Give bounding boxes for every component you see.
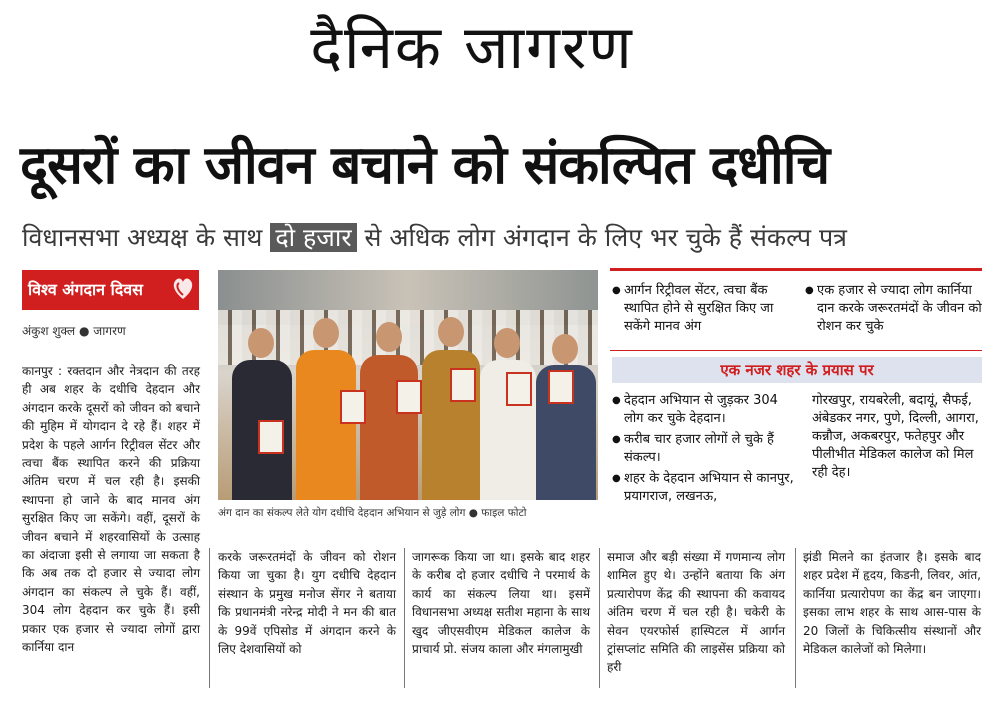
photo-person bbox=[360, 355, 418, 500]
subheadline bbox=[22, 218, 992, 258]
photo-person bbox=[296, 350, 356, 500]
highlight-top-rule bbox=[610, 268, 982, 271]
highlight-1: ● आर्गन रिट्रीवल सेंटर, त्वचा बैंक स्थापित होने से सुरक्षित किए जा सकेंगे मानव अंग bbox=[612, 282, 792, 336]
sidebar-box-list bbox=[612, 392, 797, 506]
photo-certificate bbox=[340, 390, 366, 424]
article-column-5: झंडी मिलने का इंतजार है। इसके बाद शहर प्रदेश में हृदय, किडनी, लिवर, आंत, कार्निया प्रत्यारोपण का केंद्र बन जाएगा। इसका लाभ शहर के साथ आस-पास के 20 जिलों के चिकित्सीय संस्थानों और मेडिकल कालेजों को मिलेगा। bbox=[803, 550, 981, 657]
column-divider bbox=[795, 548, 796, 688]
column-divider bbox=[404, 548, 405, 688]
masthead: दैनिक जागरण bbox=[310, 13, 634, 83]
photo-certificate bbox=[396, 380, 422, 414]
photo-person-head bbox=[376, 322, 402, 352]
headline: दूसरों का जीवन बचाने को संकल्पित दधीचि bbox=[20, 135, 830, 196]
article-column-2: करके जरूरतमंदों के जीवन को रोशन किया जा चुका है। युग दधीचि देहदान संस्थान के प्रमुख मनोज सेंगर ने बताया कि प्रधानमंत्री नरेन्द्र मोदी ने मन की बात के 99वें एपिसोड में अंगदान करने के लिए देशवासियों को bbox=[218, 550, 396, 657]
photo-person-head bbox=[438, 317, 464, 347]
photo-caption: अंग दान का संकल्प लेते योग दधीचि देहदान अभियान से जुड़े लोग ● फाइल फोटो bbox=[218, 507, 527, 519]
sidebar-box-title: एक नजर शहर के प्रयास पर bbox=[612, 357, 982, 383]
article-column-3: जागरूक किया जा था। इसके बाद शहर के करीब दो हजार दधीचि ने परमार्थ के कार्य का संकल्प लिया था। इसमें विधानसभा अध्यक्ष सतीश महाना के साथ खुद जीएसवीएम मेडिकल कालेज के प्राचार्य प्रो. संजय काला और मंगलामुखी bbox=[412, 550, 590, 657]
photo-certificate bbox=[258, 420, 284, 454]
column-divider bbox=[209, 548, 210, 688]
photo-certificate bbox=[506, 372, 532, 406]
article-column-4: समाज और बड़ी संख्या में गणमान्य लोग शामिल हुए थे। उन्होंने बताया कि अंग प्रत्यारोपण केंद्र की स्थापना की कवायद अंतिम चरण में चल रही है। चकेरी के सेवन एयरफोर्स हास्पिटल में आर्गन ट्रांसप्लांट समिति की लाइसेंस प्रक्रिया को हरी bbox=[607, 550, 785, 675]
photo-person-head bbox=[494, 328, 520, 358]
highlight-bottom-rule bbox=[610, 350, 982, 351]
list-item: ● देहदान अभियान से जुड़कर 304 लोग कर चुके देहदान। bbox=[612, 392, 797, 428]
subhead-before: विधानसभा अध्यक्ष के साथ bbox=[22, 223, 263, 252]
byline: अंकुश शुक्ल ● जागरण bbox=[22, 324, 126, 338]
photo-person-head bbox=[552, 334, 578, 364]
subhead-highlight: दो हजार bbox=[270, 223, 356, 252]
photo-person-head bbox=[313, 318, 339, 348]
column-divider bbox=[599, 548, 600, 688]
photo-certificate bbox=[548, 370, 574, 404]
photo-certificate bbox=[450, 368, 476, 402]
article-column-1: कानपुर : रक्तदान और नेत्रदान की तरह ही अब शहर के दधीचि देहदान और अंगदान करके दूसरों को जीवन को बचाने की मुहिम में योगदान दे रहे हैं। शहर में प्रदेश के पहले आर्गन रिट्रीवल सेंटर और त्वचा बैंक स्थापित करने की प्रक्रिया अंतिम चरण में चल रही है। इसकी स्थापना हो जाने के बाद मानव अंग सुरक्षित किए जा सकेंगे। वहीं, दूसरों के जीवन बचाने में शहरवासियों के उत्साह का अंदाजा इसी से लगाया जा सकता है कि अब तक दो हजार से ज्यादा लोग अंगदान का संकल्प ले चुके हैं। वहीं, 304 लोग देहदान कर चुके हैं। इसी प्रकार एक हजार से ज्यादा लोगों द्वारा कार्निया दान bbox=[22, 364, 200, 655]
news-photo bbox=[218, 270, 598, 500]
list-item: ● करीब चार हजार लोगों ले चुके हैं संकल्प। bbox=[612, 431, 797, 467]
subhead-after: से अधिक लोग अंगदान के लिए भर चुके हैं संकल्प पत्र bbox=[364, 223, 847, 252]
section-tag bbox=[22, 270, 199, 310]
list-item: ● शहर के देहदान अभियान से कानपुर, प्रयागराज, लखनऊ, bbox=[612, 470, 797, 506]
section-tag-label: विश्व अंगदान दिवस bbox=[28, 280, 143, 299]
heart-icon bbox=[171, 275, 195, 301]
photo-person-head bbox=[248, 328, 274, 358]
highlight-2: ● एक हजार से ज्यादा लोग कार्निया दान करके जरूरतमंदों के जीवन को रोशन कर चुके bbox=[805, 282, 985, 336]
sidebar-box-continued: गोरखपुर, रायबरेली, बदायूं, सैफई, अंबेडकर नगर, पुणे, दिल्ली, आगरा, कन्नौज, अकबरपुर, फतेहपुर और पीलीभीत मेडिकल कालेज को मिल रही देह। bbox=[812, 393, 979, 480]
